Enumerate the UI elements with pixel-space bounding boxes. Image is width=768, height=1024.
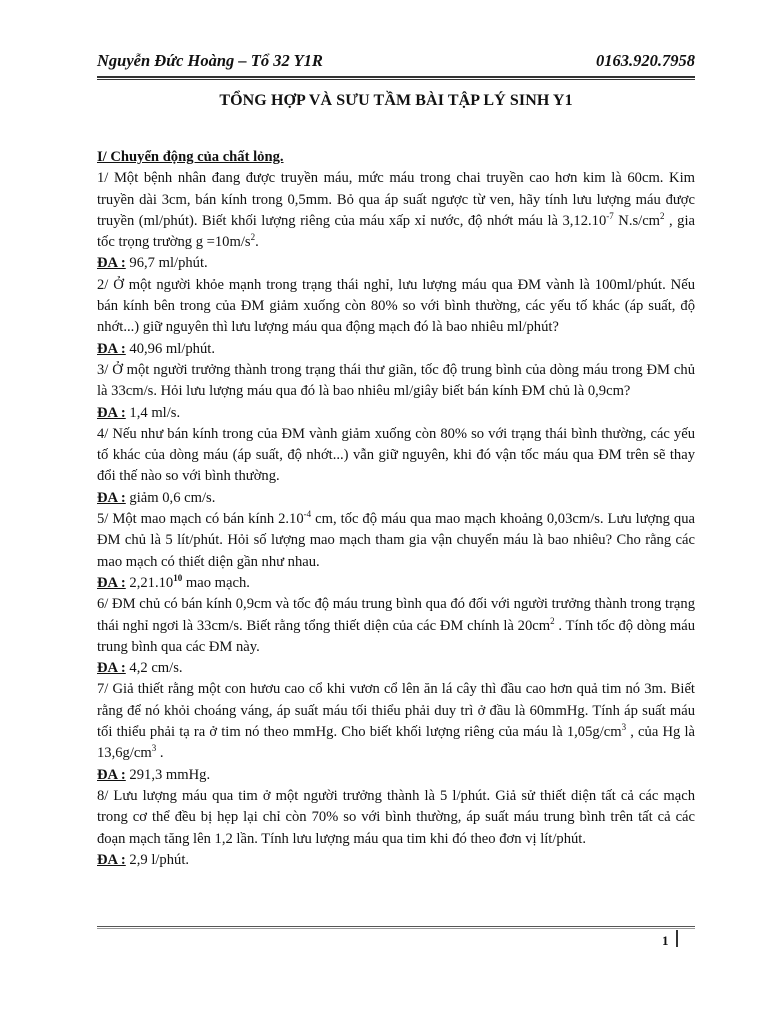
question-5: 5/ Một mao mạch có bán kính $2.10^{-4}$ cm, tốc độ máu qua mao mạch khoảng 0,03cm/s. Lưu lượng qua ĐM chủ là 5 lít/phút. Hỏi số lượng mao mạch tham gia vận chuyển máu là bao nhiêu? Cho rằng các mao mạch có thiết diện gần như nhau. (97, 509, 695, 570)
section-heading: I/ Chuyển động của chất lỏng. (97, 149, 284, 165)
answer-5: ĐA : 2,21.10$^{10}$ mao mạch. (97, 572, 250, 591)
document-title: TỔNG HỢP VÀ SƯU TẦM BÀI TẬP LÝ SINH Y1 (219, 92, 573, 109)
answer-3: ĐA : 1,4 ml/s. (97, 404, 181, 421)
question-7: 7/ Giả thiết rằng một con hươu cao cổ khi vươn cổ lên ăn lá cây thì đầu cao hơn quả tim nó 3m. Biết rằng để nó khỏi choáng váng, áp suất máu tối thiểu phải duy trì ở đầu là 60mmHg. Tính áp suất máu tối thiểu phải tạ ra ở tim nó theo mmHg. Cho biết khối lượng riêng của máu là $1,05g/cm^3$ , của Hg là $13,6g/cm^3$ . (97, 681, 695, 762)
page-number: 1 (662, 933, 669, 948)
answer-4: ĐA : giảm 0,6 cm/s. (97, 489, 216, 506)
header-author: Nguyễn Đức Hoàng – Tổ 32 Y1R (97, 51, 323, 70)
header-rule (97, 76, 695, 78)
answer-8: ĐA : 2,9 l/phút. (97, 851, 190, 868)
header-rule-thin (97, 79, 695, 80)
question-6: 6/ ĐM chủ có bán kính 0,9cm và tốc độ máu trung bình qua đó đối với người trưởng thành trong trạng thái nghỉ ngơi là 33cm/s. Biết rằng tổng thiết diện của các ĐM chính là $20cm^2$ . Tính tốc độ dòng máu trung bình qua các ĐM này. (97, 596, 695, 655)
question-4: 4/ Nếu như bán kính trong của ĐM vành giảm xuống còn 80% so với trạng thái bình thường, các yếu tố khác của dòng máu (áp suất, độ nhớt...) vẫn giữ nguyên, khi đó vận tốc máu qua ĐM trên sẽ thay đổi thế nào so với bình thường. (97, 425, 695, 485)
question-3: 3/ Ở một người trưởng thành trong trạng thái thư giãn, tốc độ trung bình của dòng máu trong ĐM chủ là 33cm/s. Hỏi lưu lượng máu qua đó là bao nhiêu ml/giây biết bán kính ĐM chủ là 0,9cm? (97, 361, 695, 400)
answer-2: ĐA : 40,96 ml/phút. (97, 340, 215, 357)
question-8: 8/ Lưu lượng máu qua tim ở một người trưởng thành là 5 l/phút. Giả sử thiết diện tất cả các mạch trong cơ thể đều bị hẹp lại chỉ còn 70% so với bình thường, áp suất máu trung bình trên tất cả các đoạn mạch tăng lên 1,2 lần. Tính lưu lượng máu qua tim khi đó theo đơn vị lít/phút. (97, 787, 695, 847)
footer-rule-thin (97, 928, 695, 929)
answer-6: ĐA : 4,2 cm/s. (97, 660, 183, 677)
page-number-bar (676, 930, 678, 947)
answer-1: ĐA : 96,7 ml/phút. (97, 255, 208, 272)
document-body (97, 147, 695, 871)
header-phone: 0163.920.7958 (596, 51, 695, 70)
footer-rule (97, 926, 695, 927)
question-2: 2/ Ở một người khỏe mạnh trong trạng thái nghỉ, lưu lượng máu qua ĐM vành là 100ml/phút. Nếu bán kính bên trong của ĐM giảm xuống còn 80% so với bình thường, các yếu tố khác (áp suất, độ nhớt...) giữ nguyên thì lưu lượng máu qua động mạch đó là bao nhiêu ml/phút? (97, 276, 695, 336)
answer-7: ĐA : 291,3 mmHg. (97, 766, 211, 783)
page-header (97, 49, 695, 73)
question-1: 1/ Một bệnh nhân đang được truyền máu, mức máu trong chai truyền cao hơn kim là 60cm. Kim truyền dài 3cm, bán kính trong 0,5mm. Bỏ qua áp suất ngược từ ven, hãy tính lưu lượng máu được truyền (ml/phút). Biết khối lượng riêng của máu xấp xỉ nước, độ nhớt máu là $3,12.10^{-7}$ $N.s/cm^2$ , gia tốc trọng trường $g =10m/s^2$. (97, 170, 696, 251)
